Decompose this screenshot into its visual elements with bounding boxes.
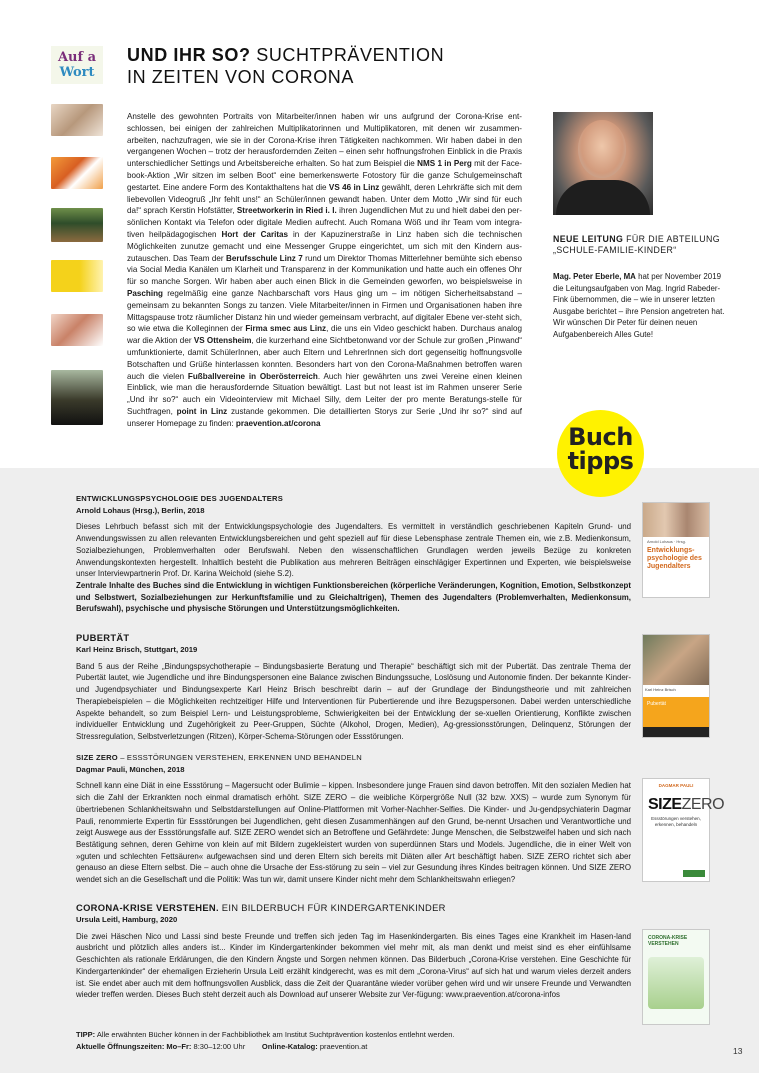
library-tip: TIPP: Alle erwähnten Bücher können in der Fachbibliothek am Institut Suchtprävention kostenlos entlehnt werden. Aktuelle Öffnungszeiten: Mo–Fr: 8:30–12:00 Uhr Online-Katalog: praevention.at <box>76 1030 455 1051</box>
book-description-bold: Zentrale Inhalte des Buches sind die Entwicklung in wichtigen Funktionsbereichen (körperliche Veränderungen, Kognition, Emotion, Selbstkonzept und Selbstwert, Sozialbeziehungen zur Herkunftsfamilie und zu Gleichaltrigen), Themen des Jugendalters (Problemverhalten, Medienkonsum, Berufswahl), psychische und physische Störungen und Unterstützungsmöglichkeiten. <box>76 580 631 614</box>
logo-line-2: Wort <box>59 65 95 80</box>
book-title: PUBERTÄT <box>76 632 130 643</box>
thumbnail-video-call <box>51 104 103 136</box>
page-number: 13 <box>733 1046 743 1056</box>
book-cover-corona-krise: CORONA-KRISE VERSTEHEN <box>642 929 710 1025</box>
book-author: Ursula Leitl, Hamburg, 2020 <box>76 915 178 924</box>
title-bold: UND IHR SO? <box>127 45 251 65</box>
title-line-2: IN ZEITEN VON CORONA <box>127 67 355 87</box>
thumbnail-portrait-woman <box>51 314 103 346</box>
buchtipps-badge: Buch tipps <box>557 410 644 497</box>
book-cover-size-zero: DAGMAR PAULI SIZEZERO Essstörungen verstehen, erkennen, behandeln <box>642 778 710 882</box>
book-description: Band 5 aus der Reihe „Bindungspsychotherapie – Bindungsbasierte Beratung und Therapie“ beschäftigt sich mit der Pubertät. Das zentrale Thema der Pubertät lautet, wie Jugendliche und ihre Bindungspersonen eine Balance zwischen Bindungssuche, Loslösung und Autonomie finden. Der bekannte Kinder- und Jugendpsychiater und Bindungsexperte Karl Heinz Brisch beschreibt darin – auf der Grundlage der Bindungstheorie und mit zahlreichen Therapiebeispielen – die Möglichkeiten rechtzeitiger Hilfe und Interventionen für Pubertierende und ihre Bezugspersonen. Dabei werden unterschiedliche Aspekte behandelt, so zum Beispiel Lern- und Leistungsprobleme, Schwierigkeiten bei der Entwicklung der se-xuellen Orientierung, Konflikte zwischen individueller Entwicklung und Zugehörigkeit zu Peer-Gruppen, Süchte (Alkohol, Drogen, Medien), Ag-gressionsstörungen, Delinquenz, Störungen der Stressregulation, Selbstverletzungen (Ritzen), Körper-Schema-Störungen oder Essstörungen. <box>76 661 631 741</box>
book-title: SIZE ZERO – ESSSTÖRUNGEN VERSTEHEN, ERKENNEN UND BEHANDELN <box>76 753 362 762</box>
intro-text: Anstelle des gewohnten Portraits von Mitarbeiter/innen haben wir uns aufgrund der Corona-Krise ent-schlossen, bei einigen der zahlreichen Multiplikatorinnen und Multiplikatoren, mit denen wir zusammen-arbeiten, nachzufragen, wie sie in der Corona-Krise ihren Tätigkeiten nachkommen. Wir haben dabei in den vergangenen Wochen – trotz der herausfordernden Zeiten – einen sehr hoffnungsfrohen Einblick in die Praxis unterschiedlicher Settings und Arbeitsbereiche erhalten. So hat zum Beispiel die NMS 1 in Perg mit der Face-book-Aktion „Wir sitzen im selben Boot“ eine bemerkenswerte Fotostory für die ganze Schulgemeinschaft gestartet. Eine andere Form des Kontakthaltens hat die VS 46 in Linz gewählt, deren Lehrkräfte sich mit dem liebevollen Videogruß „Ihr fehlt uns!“ an Schüler/innen gewandt haben. Unter dem Motto „Wir sind für euch da!“ sprach Kerstin Hofstätter, Streetworkerin in Ried i. I. ihren Jugendlichen Mut zu und hielt dabei den per-sönlichen Kontakt via Telefon oder digitale Medien aufrecht. Auch Romana Wöß und ihr Team vom integra-tiven heilpädagogischen Hort der Caritas in der Kapuzinerstraße in Linz haben sich die technischen Möglichkeiten zunutze gemacht und eine Messenger Gruppe eingerichtet, um sich mit den Kindern aus-zutauschen. Das Team der Berufsschule Linz 7 rund um Direktor Thomas Mitterlehner bemühte sich ebenso via Social Media Kanälen um Klarheit und Transparenz in der Kommunikation und hatte auch ein offenes Ohr für so manche Sorgen. Wir haben aber auch einen Blick in die Gemeinden geworfen, wo beispielsweise in Pasching regelmäßig eine ganze Nachbarschaft vors Haus ging um – im nötigen Sicherheitsabstand – gemeinsam zu bekannten Songs zu tanzen. Viele Mitarbeiter/innen in Firmen und Organisationen haben ihre Mittagspause trotz räumlicher Distanz hin und wieder gemeinsam verbracht, auf digitaler Ebene ver-steht sich, so wie etwa die Kolleginnen der Firma smec aus Linz, die uns ein Video geschickt haben. Durchaus analog war die Aktion der VS Ottensheim, die kurzerhand eine Sichtbetonwand vor der Schule zur großen „Pinwand“ umfunktionierte, damit SchülerInnen, aber auch Eltern und LehrerInnen sich dort gegenseitig hoffnungsvolle Botschaften und Grüße hinterlassen konnten. Besonders hart von den Corona-Maßnahmen betroffen waren auch die vielen Fußballvereine in Oberösterreich. Auch hier gewährten uns zwei Vereine einen kleinen Einblick, wie man die herausfordernde Situation bewältigt. Last but not least ist im Rahmen unserer Serie „Und ihr so?“ auch ein Videointerview mit Michael Silly, dem Leiter der pro mente Beratungs-stelle für Suchtfragen, point in Linz zustande gekommen. Die detaillierten Storys zur Serie „Und ihr so?“ sind auf unserer Homepage zu finden: praevention.at/corona <box>127 112 522 428</box>
book-author: Dagmar Pauli, München, 2018 <box>76 764 185 774</box>
book-entry <box>76 493 631 615</box>
lead-text: Mag. Peter Eberle, MA hat per November 2019 die Leitungsaufgaben von Mag. Ingrid Rabeder-Fink übernommen, die – wie in unserer letzten Ausgabe berichtet – ihre Pension angetreten hat. Wir wünschen Dir Peter für deinen neuen Aufgabenbereich Alles Gute! <box>553 272 725 339</box>
book-entry <box>76 902 631 1001</box>
homepage-link[interactable]: praevention.at/corona <box>235 418 321 428</box>
book-description: Schnell kann eine Diät in eine Essstörung – Magersucht oder Bulimie – kippen. Insbesondere junge Frauen sind davon betroffen. Mit den sozialen Medien hat sich die Zahl der Erkrankten noch einmal dramatisch erhöht. SIZE ZERO – die weibliche Körpergröße Null (32 bzw. XXS) – wurde zum Synonym für übertriebenen Schlankheitswahn und Selbstdarstellungen auf Online-Plattformen mit Vorher-Nachher-Selfies. Die Kinder- und Ju-gendpsychiaterin Dagmar Pauli, renommierte Expertin für Essstörungen bei Jugendlichen, geht diesen Zusammenhängen auf den Grund, be-nennt Ursachen und Verantwortliche und zeigt Auswege aus der Essstörungsfalle auf. SIZE ZERO wendet sich an Betroffene und Gefährdete: Junge Menschen, die Selbstzweifel haben und sich nach Bestätigung sehnen, deren Gehirne von klein auf mit Bildern zugekleistert wurden von superdünnen Stars und Models. Jugendliche, die in einer Welt von »guten und schlechten Fettsäuren« aufgewachsen sind und deren Eltern sich bereits mit Diäten aller Art beschäftigt haben. SIZE ZERO richtet sich aber genauso an diese Eltern selbst. Die – auch ohne die Ursache der Ess-störung zu sein – viel zur Gesundung ihres Kindes beitragen können. Und SIZE ZERO wendet sich an die Gesellschaft und die Politik: Was tun wir, damit unsere Kinder nicht mehr dem Schlankheitswahn erliegen? <box>76 781 631 885</box>
book-cover-entwicklungspsychologie: Arnold Lohaus · Hrsg. Entwicklungs-psychologie des Jugendalters <box>642 502 710 598</box>
lead-name: Mag. Peter Eberle, MA <box>553 272 636 281</box>
page-title <box>127 44 487 88</box>
book-author: Arnold Lohaus (Hrsg.), Berlin, 2018 <box>76 505 205 515</box>
thumbnail-interview <box>51 260 103 292</box>
book-description: Dieses Lehrbuch befasst sich mit der Entwicklungspsychologie des Jugendalters. Es vermittelt in verständlich geschriebenen Kapiteln Grund- und Anwendungswissen zu allen relevanten Entwicklungsbereichen und geht speziell auf für diese Lebensphase zentrale Themen ein, wie z.B. Medienkonsum, Sozialbeziehungen, Problemverhalten oder Berufswahl. Neben den wissenschaftlichen Grundlagen werden jeweils Bezüge zu konkreten Anwendungskontexten hergestellt. Inhaltlich besteht die Publikation aus mehreren Beiträgen einschlägiger Expertinnen und Experten, wie beispielsweise unser Interviewpartnerin Prof. Dr. Karina Weichold (siehe S.2). <box>76 522 631 579</box>
logo-line-1: Auf a <box>57 50 97 65</box>
book-cover-pubertaet: Karl Heinz Brisch Pubertät <box>642 634 710 738</box>
book-entry <box>76 632 631 743</box>
book-entry <box>76 752 631 886</box>
auf-a-wort-logo <box>51 46 103 84</box>
thumbnail-pinwand <box>51 208 103 242</box>
book-description: Die zwei Häschen Nico und Lassi sind beste Freunde und treffen sich jeden Tag im Hasenkindergarten. Bis eines Tages eine Krankheit im Hasen-land ausbricht und plötzlich alles anders ist... Kinder im Kindergartenkinder bekommen viel mehr mit, als man denkt und meist sind es eher einfühlsame Geschichten als rationale Erklärungen, die den Kindern Ängste und Sorgen nehmen können. Das Bilderbuch „Corona-Krise verstehen. Eine Geschichte für Kindergartenkinder“ der ehemaligen Erzieherin Ursula Leitl erzählt kindgerecht, was es mit dem „Corona-Virus“ auf sich hat und warum vieles derzeit anders ist. Sie endet aber auch mit dem hoffnungsvollen Ausblick, dass die Zeit der Quarantäne wieder vorüber gehen wird und wir unsere Freunde und Verwandten wieder treffen werden. Dieses Buch steht derzeit auch als Download auf unserer Website zur Ver-fügung: www.praevention.at/corona-infos <box>76 931 631 1000</box>
book-title: ENTWICKLUNGSPSYCHOLOGIE DES JUGENDALTERS <box>76 494 283 503</box>
catalog-link[interactable]: praevention.at <box>317 1042 368 1051</box>
title-rest: SUCHTPRÄVENTION <box>250 45 445 65</box>
lead-heading: NEUE LEITUNG FÜR DIE ABTEILUNG „SCHULE-FAMILIE-KINDER“ <box>553 234 720 255</box>
portrait-face <box>578 120 626 178</box>
book-author: Karl Heinz Brisch, Stuttgart, 2019 <box>76 645 198 654</box>
thumbnail-football <box>51 370 103 425</box>
thumbnail-boat-story <box>51 157 103 189</box>
book-title: CORONA-KRISE VERSTEHEN. EIN BILDERBUCH FÜR KINDERGARTENKINDER <box>76 902 446 913</box>
